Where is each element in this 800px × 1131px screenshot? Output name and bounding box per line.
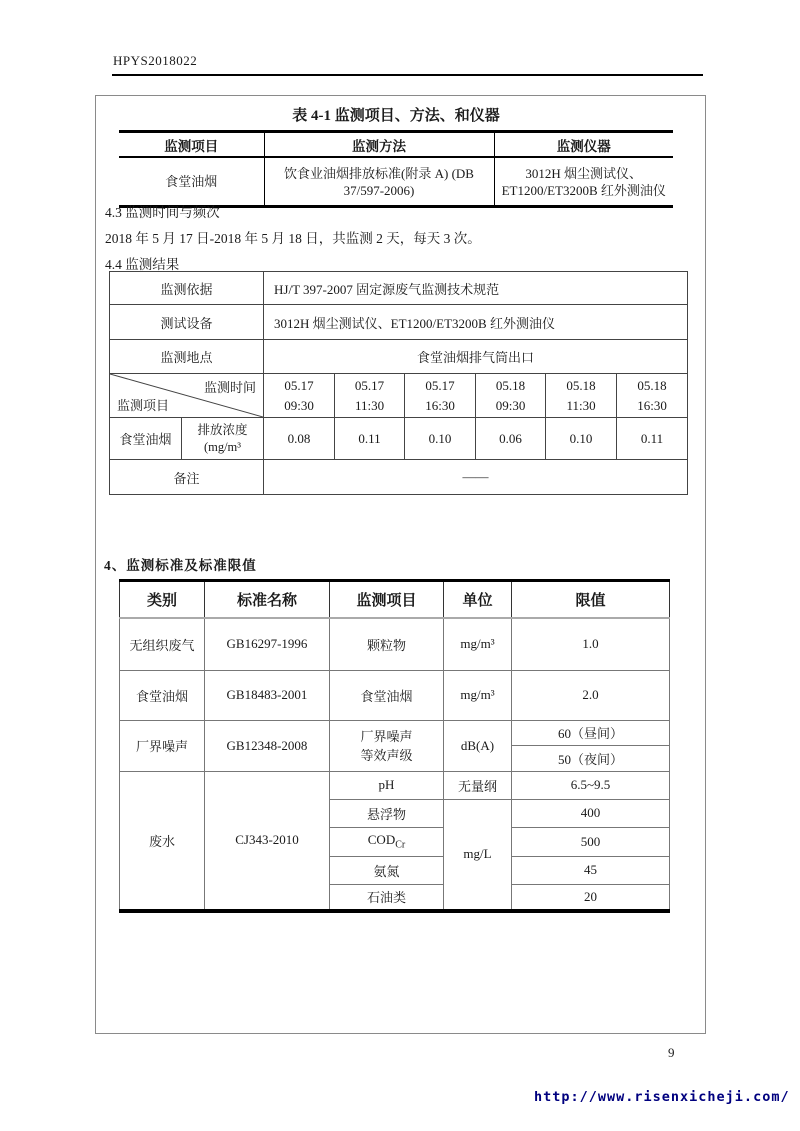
time-column-header: [546, 374, 617, 418]
standard-name: GB12348-2008: [205, 720, 330, 771]
limit-value: 2.0: [512, 670, 670, 720]
time-label: 11:30: [354, 397, 385, 413]
monitor-item: 悬浮物: [330, 799, 444, 827]
limit-value: 1.0: [512, 618, 670, 670]
table-row: [110, 418, 688, 460]
metric-label-line1: 排放浓度: [197, 422, 248, 437]
section-4-3-body: 2018 年 5 月 17 日-2018 年 5 月 18 日，共监测 2 天，每天 3 次。: [105, 231, 481, 246]
time-label: 09:30: [495, 397, 526, 413]
monitor-item: 颗粒物: [330, 618, 444, 670]
monitor-item: [330, 720, 444, 771]
footer-watermark-url: http://www.risenxicheji.com/: [534, 1089, 790, 1105]
date-label: 05.18: [566, 377, 596, 393]
category: 食堂油烟: [120, 670, 205, 720]
section-4-3-heading: 4.3 监测时间与频次: [105, 205, 220, 220]
label-basis: 监测依据: [110, 272, 264, 305]
table-row: [110, 340, 688, 374]
page-border-frame: [95, 95, 706, 1034]
header-rule: [112, 74, 703, 76]
table-row: [120, 771, 670, 799]
value-location: 食堂油烟排气筒出口: [264, 340, 688, 374]
measurement-value: 0.06: [476, 418, 546, 460]
value-device: 3012H 烟尘测试仪、ET1200/ET3200B 红外测油仪: [264, 305, 688, 340]
limit-value: 500: [512, 827, 670, 856]
value-basis: HJ/T 397-2007 固定源废气监测技术规范: [264, 272, 688, 305]
measurement-value: 0.10: [405, 418, 476, 460]
results-table: [109, 271, 688, 495]
diagonal-header-cell: [110, 374, 264, 418]
table-4-1-caption: 表 4-1 监测项目、方法、和仪器: [292, 108, 500, 124]
date-label: 05.17: [284, 377, 314, 393]
table-row: [110, 374, 688, 418]
limit-value: 6.5~9.5: [512, 771, 670, 799]
measurement-value: 0.10: [546, 418, 617, 460]
monitor-item: 氨氮: [330, 856, 444, 884]
table-row: [120, 670, 670, 720]
col-header-item: 监测项目: [330, 581, 444, 619]
monitor-item-line1: 厂界噪声: [360, 728, 413, 744]
limit-value-day: 60（昼间）: [512, 720, 670, 745]
date-label: 05.18: [637, 377, 667, 393]
standard-name: CJ343-2010: [205, 771, 330, 911]
time-column-header: [405, 374, 476, 418]
table-row: [119, 132, 673, 158]
doc-code: HPYS2018022: [113, 53, 198, 68]
table-row: [110, 460, 688, 495]
col-header-category: 类别: [120, 581, 205, 619]
table-row: [120, 618, 670, 670]
monitor-item: pH: [330, 771, 444, 799]
table-row: [110, 305, 688, 340]
table-4-1: [119, 130, 673, 208]
cell-item: 食堂油烟: [165, 174, 218, 189]
time-column-header: [476, 374, 546, 418]
unit: mg/m³: [444, 670, 512, 720]
col-header-unit: 单位: [444, 581, 512, 619]
limit-value: 45: [512, 856, 670, 884]
section-4-heading: 4、监测标准及标准限值: [104, 558, 257, 573]
table-row: [120, 581, 670, 619]
metric-label-line2: (mg/m³: [203, 439, 242, 454]
standards-table: [119, 579, 670, 913]
col-header-limit: 限值: [512, 581, 670, 619]
time-label: 11:30: [566, 397, 596, 413]
date-label: 05.17: [425, 377, 455, 393]
page-number: 9: [668, 1045, 675, 1060]
col-header-method: 监测方法: [264, 132, 494, 158]
remark-label: 备注: [110, 460, 264, 495]
remark-value: ——: [264, 460, 688, 495]
date-label: 05.18: [495, 377, 526, 393]
unit: 无量纲: [444, 771, 512, 799]
unit: mg/m³: [444, 618, 512, 670]
standard-name: GB16297-1996: [205, 618, 330, 670]
monitor-item: 石油类: [330, 884, 444, 911]
measurement-value: 0.11: [335, 418, 405, 460]
diagonal-bottom-label: 监测项目: [117, 398, 170, 413]
cell-instrument: 3012H 烟尘测试仪、ET1200/ET3200B 红外测油仪: [494, 157, 673, 207]
label-device: 测试设备: [110, 305, 264, 340]
monitor-item: [330, 827, 444, 856]
cod-subscript: Cr: [395, 839, 406, 851]
time-label: 16:30: [637, 397, 667, 413]
time-label: 09:30: [284, 397, 314, 413]
limit-value: 400: [512, 799, 670, 827]
col-header-instrument: 监测仪器: [494, 132, 673, 158]
standard-name: GB18483-2001: [205, 670, 330, 720]
unit: mg/L: [444, 799, 512, 911]
unit: dB(A): [444, 720, 512, 771]
metric-label: [182, 418, 264, 460]
limit-value: 20: [512, 884, 670, 911]
table-row: [119, 157, 673, 207]
measurement-value: 0.08: [264, 418, 335, 460]
category: 无组织废气: [120, 618, 205, 670]
diagonal-top-label: 监测时间: [204, 380, 257, 395]
table-row: [110, 272, 688, 305]
time-column-header: [617, 374, 688, 418]
category: 废水: [120, 771, 205, 911]
item-label: 食堂油烟: [110, 418, 182, 460]
table-row: [120, 720, 670, 745]
col-header-item: 监测项目: [119, 132, 264, 158]
cod-text: COD: [367, 832, 396, 848]
limit-value-night: 50（夜间）: [512, 745, 670, 771]
monitor-item: 食堂油烟: [330, 670, 444, 720]
col-header-standard: 标准名称: [205, 581, 330, 619]
section-4-4-heading: 4.4 监测结果: [105, 257, 180, 272]
label-location: 监测地点: [110, 340, 264, 374]
measurement-value: 0.11: [617, 418, 688, 460]
time-column-header: [264, 374, 335, 418]
monitor-item-line2: 等效声级: [360, 747, 413, 763]
time-label: 16:30: [425, 397, 455, 413]
cell-method: 饮食业油烟排放标准(附录 A) (DB 37/597-2006): [264, 157, 494, 207]
date-label: 05.17: [354, 377, 385, 393]
category: 厂界噪声: [120, 720, 205, 771]
time-column-header: [335, 374, 405, 418]
